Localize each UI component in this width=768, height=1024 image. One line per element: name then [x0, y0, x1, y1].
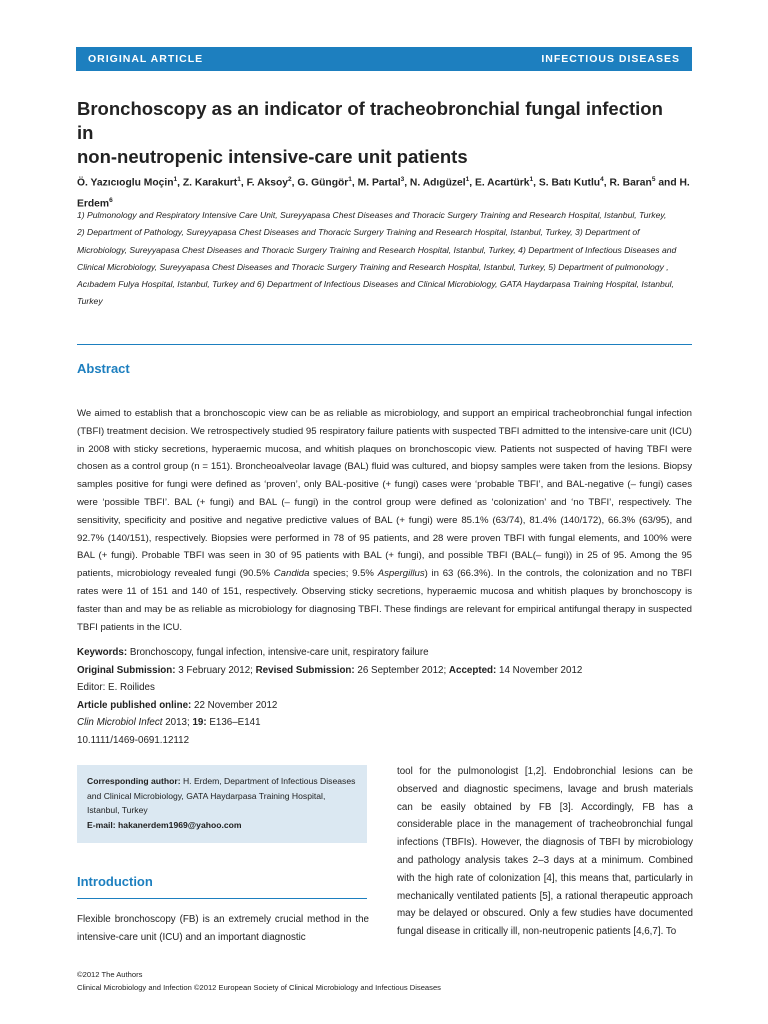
doi-line: 10.1111/1469-0691.12112: [77, 734, 190, 746]
author-name: F. Aksoy: [246, 177, 289, 189]
pub-value: 22 November 2012: [191, 699, 278, 711]
article-category-label: INFECTIOUS DISEASES: [541, 53, 680, 65]
introduction-heading: Introduction: [77, 874, 153, 889]
rev-label: Revised Submission:: [255, 664, 355, 676]
section-divider: [77, 344, 692, 345]
affiliation-line: 2) Department of Pathology, Sureyyapasa Chest Diseases and Thoracic Surgery Training and Research Hospital, Istanbul, Turkey, 3) Department of: [77, 227, 640, 238]
affiliation-line: Microbiology, Sureyyapasa Chest Diseases and Thoracic Surgery Training and Research Hospital, Istanbul, Turkey, 4) Department of Infectious Diseases and: [77, 244, 677, 255]
article-title: [77, 97, 677, 169]
email-label: E-mail:: [87, 819, 116, 830]
article-type-label: ORIGINAL ARTICLE: [88, 53, 204, 65]
author-name: Ö. Yazıcıoglu Moçin: [77, 177, 174, 189]
affiliations: [77, 207, 693, 311]
section-divider: [77, 898, 367, 899]
journal-pages: E136–E141: [206, 717, 261, 729]
abstract-body-2: species; 9.5%: [309, 568, 378, 580]
title-line-1: Bronchoscopy as an indicator of tracheobronchial fungal infection in: [77, 98, 663, 143]
corresponding-author-box: [77, 765, 367, 843]
affiliation-line: Clinical Microbiology, Sureyyapasa Chest Diseases and Thoracic Surgery Training and Research Hospital, Istanbul, Turkey, 5) Department of pulmonology ,: [77, 261, 669, 272]
author-name: H. Erdem: [77, 177, 690, 210]
page-footer: [77, 969, 577, 994]
acc-label: Accepted:: [448, 664, 497, 676]
orig-value: 3 February 2012;: [175, 664, 256, 676]
author-affiliation-marker: 1: [173, 176, 178, 183]
affiliation-line: Acıbadem Fulya Hospital, Istanbul, Turkey and 6) Department of Infectious Diseases and Clinical Microbiology, GATA Haydarpasa Training Hospital, Istanbul,: [77, 279, 674, 290]
author-affiliation-marker: 4: [600, 176, 604, 183]
author-name: Z. Karakurt: [182, 177, 238, 189]
corr-text: H. Erdem, Department of Infectious Diseases and Clinical Microbiology, GATA Haydarpasa Training Hospital, Istanbul, Turkey: [87, 776, 356, 815]
abstract-body-3: ) in 63 (66.3%). In the controls, the colonization and no TBFI rates were 11 of 151 and 140 of 151, respectively. Observing sticky secretions, hyperaemic mucosa and whitish plaques by bronchoscopy is faster than and may be as reliable as microbiology for diagnosing TBFI. These findings are relevant for empirical antifungal therapy in suspected TBFI patients in the ICU.: [77, 568, 692, 633]
author-name: S. Batı Kutlu: [538, 177, 601, 189]
author-affiliation-marker: 3: [400, 176, 405, 183]
journal-name: Clin Microbiol Infect: [77, 717, 163, 729]
article-banner: [76, 47, 692, 71]
author-list: Ö. Yazıcıoglu Moçin$^1$, Z. Karakurt$^1$, F. Aksoy$^2$, G. Güngör$^1$, M. Partal$^3$, N. Adıgüzel$^1$, E. Acartürk$^1$, S. Batı Kutlu$^4$, R. Baran$^5$ and H. Erdem$^6$: [77, 176, 690, 210]
author-name: G. Güngör: [297, 177, 349, 189]
citation-line: [77, 714, 692, 732]
author-affiliation-marker: 6: [109, 197, 113, 205]
pub-label: Article published online:: [77, 699, 192, 711]
abstract-candida: Candida: [273, 568, 310, 580]
journal-volume: 19:: [192, 717, 207, 729]
affiliation-line: 1) Pulmonology and Respiratory Intensive Care Unit, Sureyyapasa Chest Diseases and Thoracic Surgery Training and Research Hospital, Istanbul, Turkey,: [77, 210, 667, 220]
orig-label: Original Submission:: [77, 664, 176, 676]
keywords-line: [77, 644, 692, 662]
author-name: N. Adıgüzel: [409, 177, 466, 189]
submission-line: [77, 662, 692, 680]
abstract-aspergillus: Aspergillus: [377, 568, 425, 580]
acc-value: 14 November 2012: [496, 664, 583, 676]
author-affiliation-marker: 1: [465, 176, 470, 183]
corr-label: Corresponding author:: [87, 776, 181, 786]
journal-year: 2013;: [162, 717, 193, 729]
abstract-heading: Abstract: [77, 361, 130, 376]
journal-copyright-line: Clinical Microbiology and Infection ©2012 European Society of Clinical Microbiology and Infectious Diseases: [77, 982, 441, 992]
affiliation-line: Turkey: [77, 296, 103, 307]
intro-left-column: Flexible bronchoscopy (FB) is an extremely crucial method in the intensive-care unit (ICU) and an important diagnostic: [77, 914, 369, 943]
copyright-line: ©2012 The Authors: [77, 970, 143, 979]
email-address[interactable]: hakanerdem1969@yahoo.com: [115, 819, 242, 830]
author-name: E. Acartürk: [474, 177, 530, 189]
author-affiliation-marker: 5: [651, 176, 656, 183]
abstract-text: [77, 405, 692, 636]
editor-line: Editor: E. Roilides: [77, 682, 155, 694]
author-affiliation-marker: 1: [348, 176, 352, 183]
rev-value: 26 September 2012;: [354, 664, 449, 676]
abstract-body: We aimed to establish that a bronchoscopic view can be as reliable as microbiology, and support an empirical tracheobronchial fungal infection (TBFI) treatment decision. We retrospectively studied 95 respiratory failure patients with suspected TBFI admitted to the intensive-care unit (ICU) in 2008 with sticky secretions, hyperaemic mucosa, and whitish plaques on bronchoscopic view. Patients not suspected of having TBFI were chosen as a control group (n = 151). Broncheoalveolar lavage (BAL) fluid was cultured, and biopsy samples were taken from the lesions. Biopsy samples positive for fungi were defined as ‘proven’, only BAL-positive (+ fungi) cases were ‘probable TBFI’, and BAL-negative (– fungi) cases were ‘possible TBFI’. BAL (+ fungi) and BAL (– fungi) in the control group were defined as ‘colonization’ and ‘no TBFI’, respectively. The sensitivity, specificity and positive and negative predictive values of BAL (+ fungi) were 85.1% (63/74), 81.4% (140/172), 66.3% (63/95), and 92.7% (140/151), respectively. Biopsies were performed in 78 of 95 patients, and 28 were proven TBFI with fungal elements, and 100% were BAL (+ fungi). Probable TBFI was seen in 30 of 95 patients with BAL (+ fungi), and possible TBFI (BAL(– fungi)) in 25 of 95. Among the 95 patients, microbiology revealed fungi (90.5%: [77, 408, 692, 580]
author-affiliation-marker: 2: [288, 176, 292, 183]
author-affiliation-marker: 1: [529, 176, 534, 183]
author-name: R. Baran: [609, 177, 652, 189]
title-line-2: non-neutropenic intensive-care unit patients: [77, 146, 468, 167]
keywords-label: Keywords:: [77, 647, 128, 658]
published-line: [77, 697, 692, 715]
intro-right-column: tool for the pulmonologist [1,2]. Endobronchial lesions can be observed and diagnostic specimens, lavage and brush materials can be easily obtained by FB [3]. Accordingly, FB has a considerable place in the management of tracheobronchial fungal infections (TBFIs). However, the diagnosis of TBFI by microbiology and pathology analysis takes 2–3 days at a minimum. Combined with the high rate of colonization [4], this means that, particularly in mechanically ventilated patients [5], a rational therapeutic approach may be delayed or obscured. Only a few studies have documented fungal disease in critically ill, non-neutropenic patients [4,6,7]. To: [397, 766, 693, 938]
author-affiliation-marker: 1: [237, 176, 241, 183]
article-metadata: [77, 644, 692, 750]
keywords-value: Bronchoscopy, fungal infection, intensive-care unit, respiratory failure: [127, 647, 429, 658]
author-name: M. Partal: [357, 177, 401, 189]
